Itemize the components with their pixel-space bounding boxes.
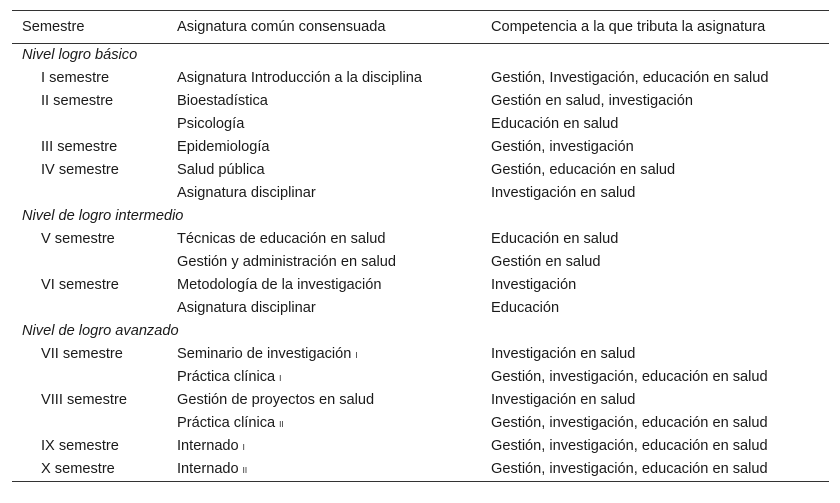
table-row	[12, 136, 829, 159]
table-row	[12, 274, 829, 297]
cell-asignatura	[177, 297, 316, 320]
cell-semestre: VI semestre	[41, 277, 119, 293]
table-row	[12, 366, 829, 389]
cell-asignatura	[177, 182, 316, 205]
cell-asignatura	[177, 458, 247, 482]
table-row	[12, 251, 829, 274]
table-row	[12, 458, 829, 481]
group-row	[12, 205, 829, 228]
asignatura-text: Salud pública	[177, 162, 265, 178]
cell-asignatura	[177, 136, 270, 159]
table-row	[12, 228, 829, 251]
asignatura-text: Metodología de la investigación	[177, 277, 382, 293]
cell-asignatura	[177, 366, 281, 390]
table-row	[12, 343, 829, 366]
cell-asignatura	[177, 113, 244, 136]
group-label: Nivel de logro avanzado	[22, 323, 179, 339]
cell-competencia: Gestión, investigación, educación en salud	[491, 438, 768, 454]
table-body	[12, 44, 829, 481]
cell-competencia: Gestión en salud	[491, 254, 601, 270]
table-row	[12, 113, 829, 136]
cell-competencia: Gestión, Investigación, educación en salud	[491, 70, 769, 86]
asignatura-text: Práctica clínica	[177, 415, 276, 431]
asignatura-text: Seminario de investigación	[177, 346, 352, 362]
cell-competencia: Gestión, educación en salud	[491, 162, 676, 178]
table-row	[12, 435, 829, 458]
cell-asignatura	[177, 159, 265, 182]
table-bottom-rule	[12, 481, 829, 482]
table-row	[12, 297, 829, 320]
table-header	[12, 10, 829, 44]
asignatura-suffix: I	[242, 443, 245, 452]
cell-competencia: Gestión, investigación, educación en salud	[491, 461, 768, 477]
cell-semestre: IX semestre	[41, 438, 119, 454]
asignatura-suffix: I	[355, 351, 358, 360]
cell-semestre: III semestre	[41, 139, 118, 155]
cell-competencia: Investigación en salud	[491, 392, 636, 408]
cell-asignatura	[177, 389, 374, 412]
cell-asignatura	[177, 274, 381, 297]
asignatura-text: Internado	[177, 461, 239, 477]
cell-semestre: X semestre	[41, 461, 115, 477]
cell-semestre: II semestre	[41, 93, 114, 109]
cell-competencia: Investigación	[491, 277, 577, 293]
cell-competencia: Educación en salud	[491, 231, 619, 247]
cell-competencia: Gestión, investigación, educación en salud	[491, 415, 768, 431]
header-asignatura: Asignatura común consensuada	[177, 19, 386, 35]
header-semestre: Semestre	[22, 19, 85, 35]
group-label: Nivel logro básico	[22, 47, 138, 63]
asignatura-text: Asignatura Introducción a la disciplina	[177, 70, 422, 86]
table-row	[12, 412, 829, 435]
asignatura-text: Gestión de proyectos en salud	[177, 392, 375, 408]
asignatura-text: Epidemiología	[177, 139, 270, 155]
table-row	[12, 389, 829, 412]
asignatura-suffix: II	[279, 420, 284, 429]
cell-competencia: Gestión, investigación, educación en salud	[491, 369, 768, 385]
cell-competencia: Gestión, investigación	[491, 139, 634, 155]
asignatura-text: Bioestadística	[177, 93, 268, 109]
curriculum-table	[12, 10, 829, 482]
table-row	[12, 67, 829, 90]
cell-asignatura	[177, 90, 268, 113]
cell-asignatura	[177, 343, 358, 367]
asignatura-text: Internado	[177, 438, 239, 454]
cell-competencia: Educación	[491, 300, 560, 316]
asignatura-suffix: II	[242, 466, 248, 475]
cell-competencia: Investigación en salud	[491, 346, 636, 362]
table-row	[12, 182, 829, 205]
cell-semestre: IV semestre	[41, 162, 119, 178]
cell-competencia: Educación en salud	[491, 116, 619, 132]
asignatura-text: Asignatura disciplinar	[177, 300, 316, 316]
table-row	[12, 90, 829, 113]
asignatura-text: Asignatura disciplinar	[177, 185, 316, 201]
table-row	[12, 159, 829, 182]
asignatura-text: Gestión y administración en salud	[177, 254, 397, 270]
cell-asignatura	[177, 67, 422, 90]
cell-asignatura	[177, 228, 386, 251]
cell-asignatura	[177, 412, 284, 436]
asignatura-text: Práctica clínica	[177, 369, 276, 385]
cell-asignatura	[177, 435, 245, 459]
cell-semestre: VIII semestre	[41, 392, 127, 408]
group-row	[12, 320, 829, 343]
cell-asignatura	[177, 251, 396, 274]
group-label: Nivel de logro intermedio	[22, 208, 184, 224]
asignatura-suffix: I	[279, 374, 282, 383]
cell-semestre: VII semestre	[41, 346, 123, 362]
cell-semestre: V semestre	[41, 231, 115, 247]
cell-semestre: I semestre	[41, 70, 110, 86]
header-competencia: Competencia a la que tributa la asignatura	[491, 19, 766, 35]
group-row	[12, 44, 829, 67]
asignatura-text: Técnicas de educación en salud	[177, 231, 386, 247]
cell-competencia: Investigación en salud	[491, 185, 636, 201]
asignatura-text: Psicología	[177, 116, 245, 132]
cell-competencia: Gestión en salud, investigación	[491, 93, 694, 109]
